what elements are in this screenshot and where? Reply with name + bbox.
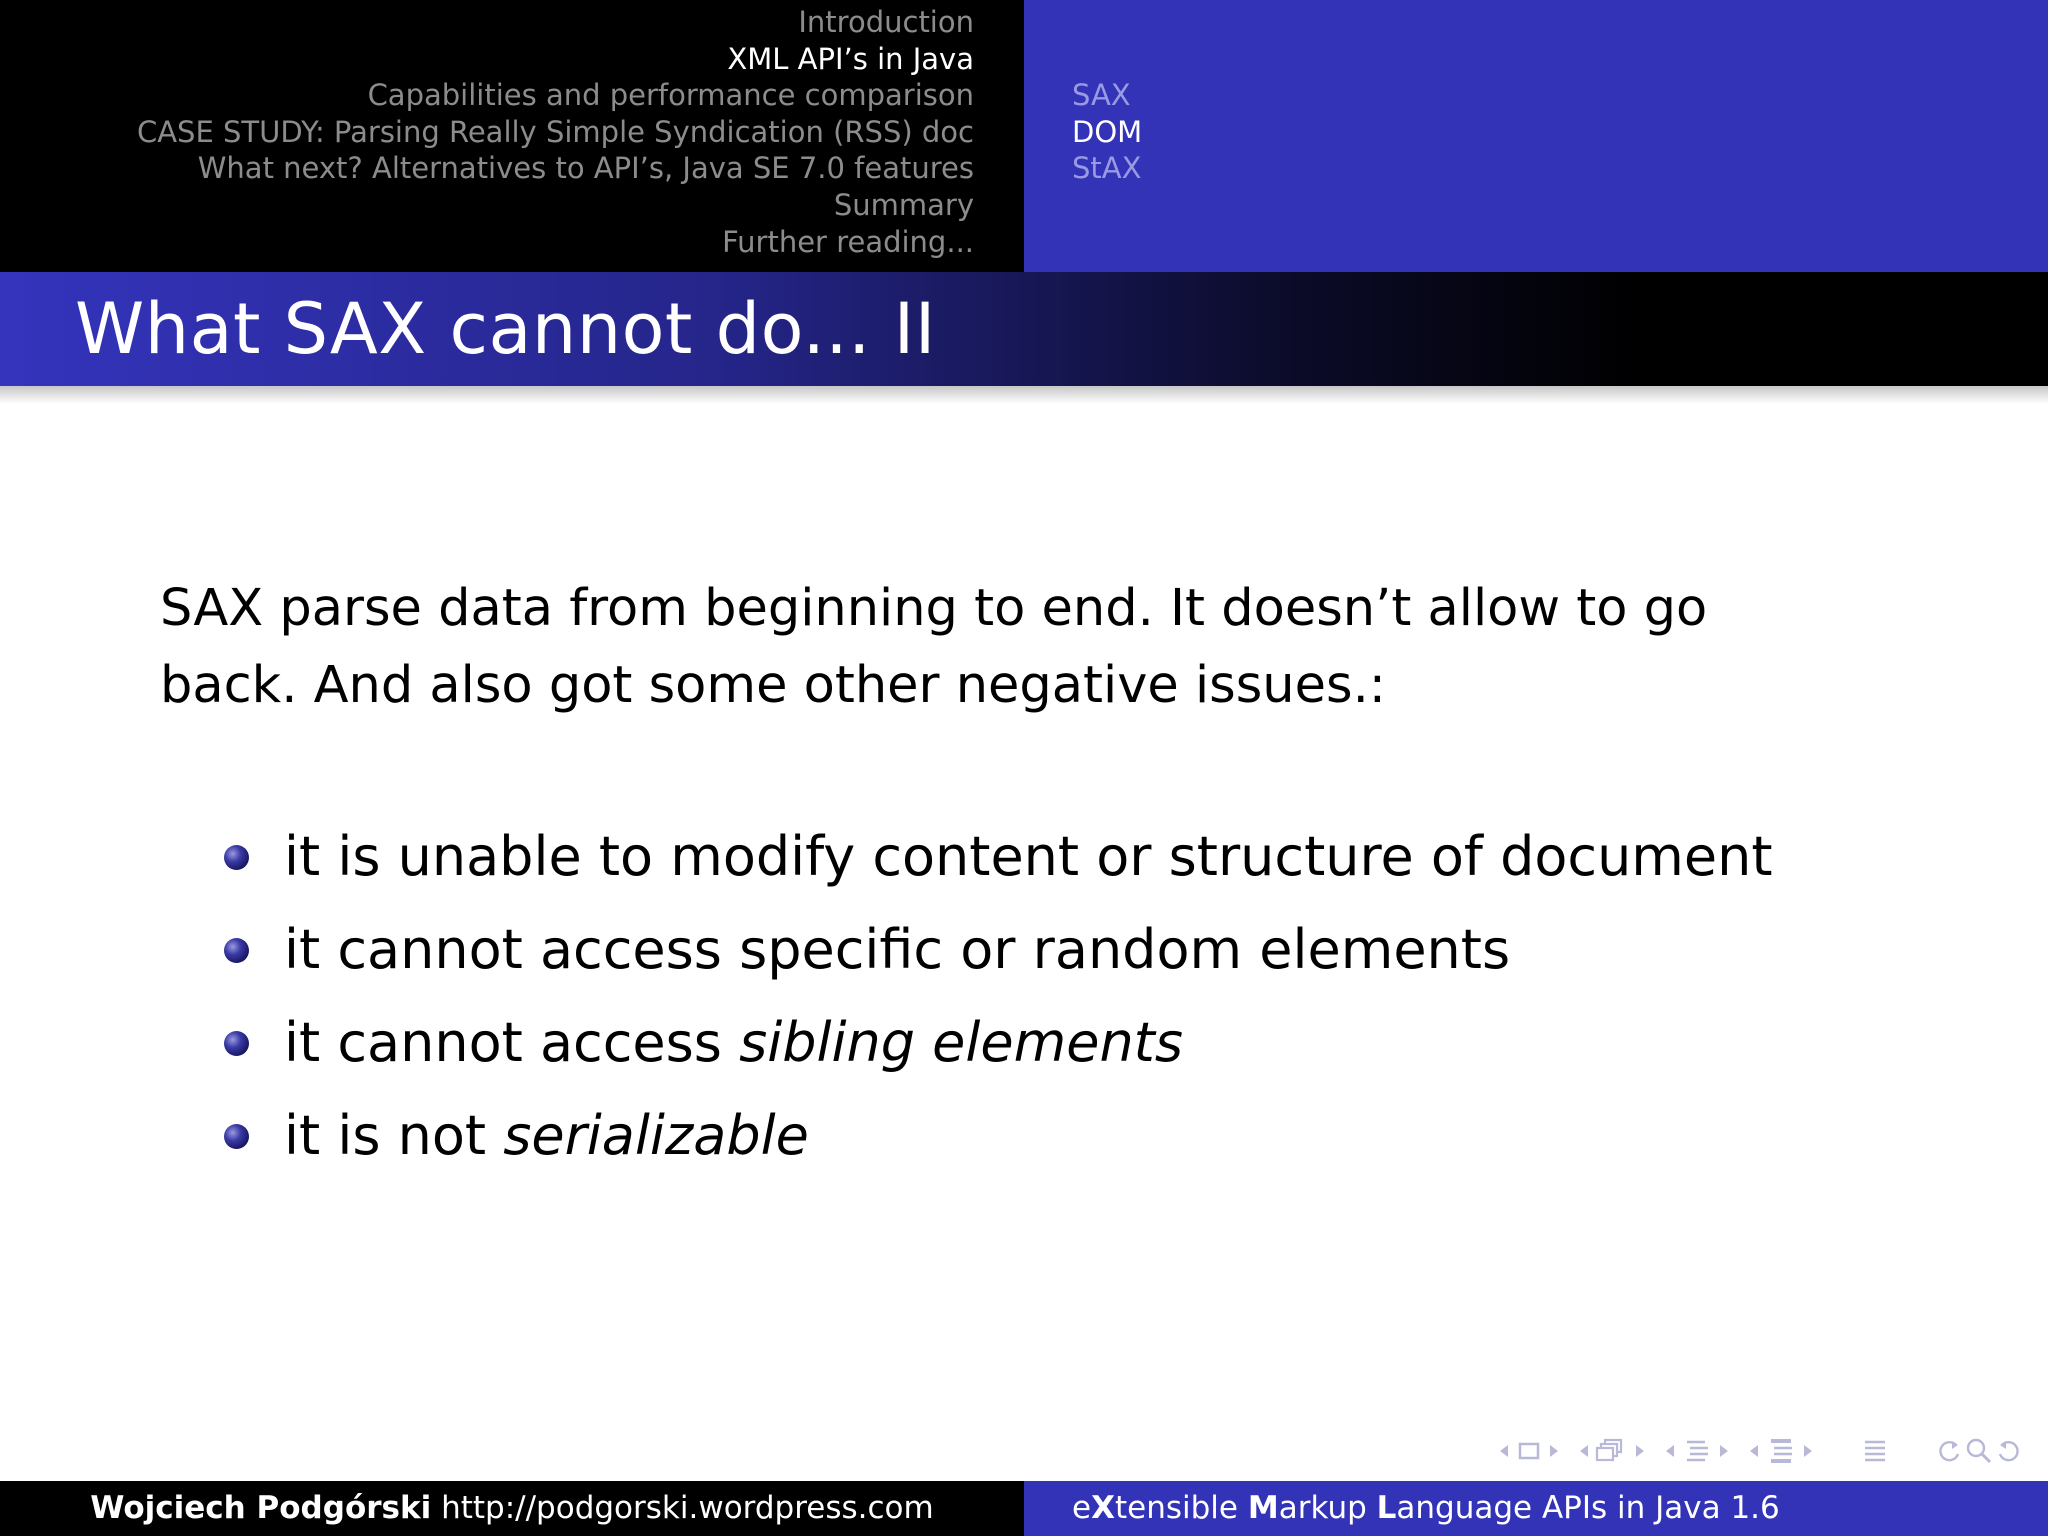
- intro-line-2: back. And also got some other negative issues.:: [160, 656, 1386, 715]
- section-xml-apis-in-java[interactable]: XML API’s in Java: [727, 41, 974, 76]
- subsection-sax[interactable]: SAX: [1072, 78, 1131, 112]
- forward-icon[interactable]: [1994, 1436, 2024, 1466]
- section-capabilities[interactable]: Capabilities and performance comparison: [367, 78, 974, 113]
- footer-title: [1072, 1481, 1780, 1536]
- subsection-dom[interactable]: DOM: [1072, 114, 1143, 149]
- next-section-arrow-icon[interactable]: [1716, 1439, 1732, 1463]
- footer-title-initial: M: [1247, 1490, 1279, 1526]
- footer-title-part: tensible: [1114, 1490, 1248, 1526]
- list-item: [220, 810, 1773, 903]
- bullet-text: it is not: [284, 1104, 504, 1167]
- footer-title-part: anguage APIs in Java 1.6: [1396, 1490, 1780, 1526]
- section-list: [24, 4, 1024, 260]
- section-navigation: [0, 0, 1024, 272]
- bullet-text: it cannot access: [284, 1011, 740, 1074]
- bullet-text: it cannot access specific or random elements: [284, 918, 1511, 981]
- footer-author-bar: [0, 1481, 1024, 1536]
- bullet-emphasis: sibling elements: [739, 1011, 1183, 1074]
- bullet-emphasis: serializable: [503, 1104, 809, 1167]
- frame-title-bar: [0, 272, 2048, 386]
- prev-section-arrow-icon[interactable]: [1662, 1439, 1678, 1463]
- footer-title-part: e: [1072, 1490, 1092, 1526]
- back-icon[interactable]: [1934, 1436, 1964, 1466]
- next-subsection-arrow-icon[interactable]: [1632, 1439, 1648, 1463]
- subsection-navigation-symbols: [1576, 1437, 1648, 1465]
- bullet-ball-icon: [224, 938, 249, 963]
- subsection-icon[interactable]: [1592, 1437, 1632, 1465]
- footer-title-bar: [1024, 1481, 2048, 1536]
- prev-part-arrow-icon[interactable]: [1746, 1439, 1762, 1463]
- list-item: [220, 903, 1773, 996]
- bullet-ball-icon: [224, 1031, 249, 1056]
- prev-frame-arrow-icon[interactable]: [1496, 1439, 1512, 1463]
- bullet-text: it is unable to modify content or structure of document: [284, 825, 1773, 888]
- section-introduction[interactable]: Introduction: [798, 5, 974, 39]
- list-item: [220, 996, 1773, 1089]
- bullet-list: [220, 810, 1773, 1182]
- frame-title: What SAX cannot do... II: [75, 288, 936, 370]
- bullet-ball-icon: [224, 1124, 249, 1149]
- subsection-navigation: [1024, 0, 2048, 272]
- next-frame-arrow-icon[interactable]: [1546, 1439, 1562, 1463]
- part-icon[interactable]: [1762, 1437, 1800, 1465]
- list-item: [220, 1089, 1773, 1182]
- section-navigation-symbols: [1662, 1437, 1732, 1465]
- navigation-symbols: [1496, 1435, 2038, 1467]
- document-navigation: [1860, 1437, 1890, 1465]
- history-search-navigation: [1934, 1436, 2024, 1466]
- footer-title-initial: X: [1091, 1490, 1115, 1526]
- subsection-stax[interactable]: StAX: [1072, 151, 1142, 186]
- footer-author: Wojciech Podgórski: [90, 1490, 432, 1526]
- frame-icon[interactable]: [1512, 1439, 1546, 1463]
- section-what-next[interactable]: What next? Alternatives to API’s, Java SE 7.0 features: [197, 151, 974, 186]
- document-icon[interactable]: [1860, 1437, 1890, 1465]
- section-icon[interactable]: [1678, 1437, 1716, 1465]
- footer-url[interactable]: http://podgorski.wordpress.com: [441, 1490, 934, 1526]
- search-icon[interactable]: [1964, 1436, 1994, 1466]
- next-part-arrow-icon[interactable]: [1800, 1439, 1816, 1463]
- footer-title-initial: L: [1376, 1490, 1397, 1526]
- section-further-reading[interactable]: Further reading...: [722, 224, 974, 259]
- footer-title-part: arkup: [1278, 1490, 1377, 1526]
- part-navigation-symbols: [1746, 1437, 1816, 1465]
- section-summary[interactable]: Summary: [833, 187, 974, 222]
- intro-line-1: SAX parse data from beginning to end. It doesn’t allow to go: [160, 579, 1708, 638]
- prev-subsection-arrow-icon[interactable]: [1576, 1439, 1592, 1463]
- section-case-study[interactable]: CASE STUDY: Parsing Really Simple Syndication (RSS) doc: [136, 114, 974, 149]
- intro-paragraph: [160, 570, 1980, 724]
- title-shadow: [0, 386, 2048, 404]
- frame-navigation: [1496, 1439, 1562, 1463]
- bullet-ball-icon: [224, 845, 249, 870]
- subsection-list: [1072, 77, 1142, 187]
